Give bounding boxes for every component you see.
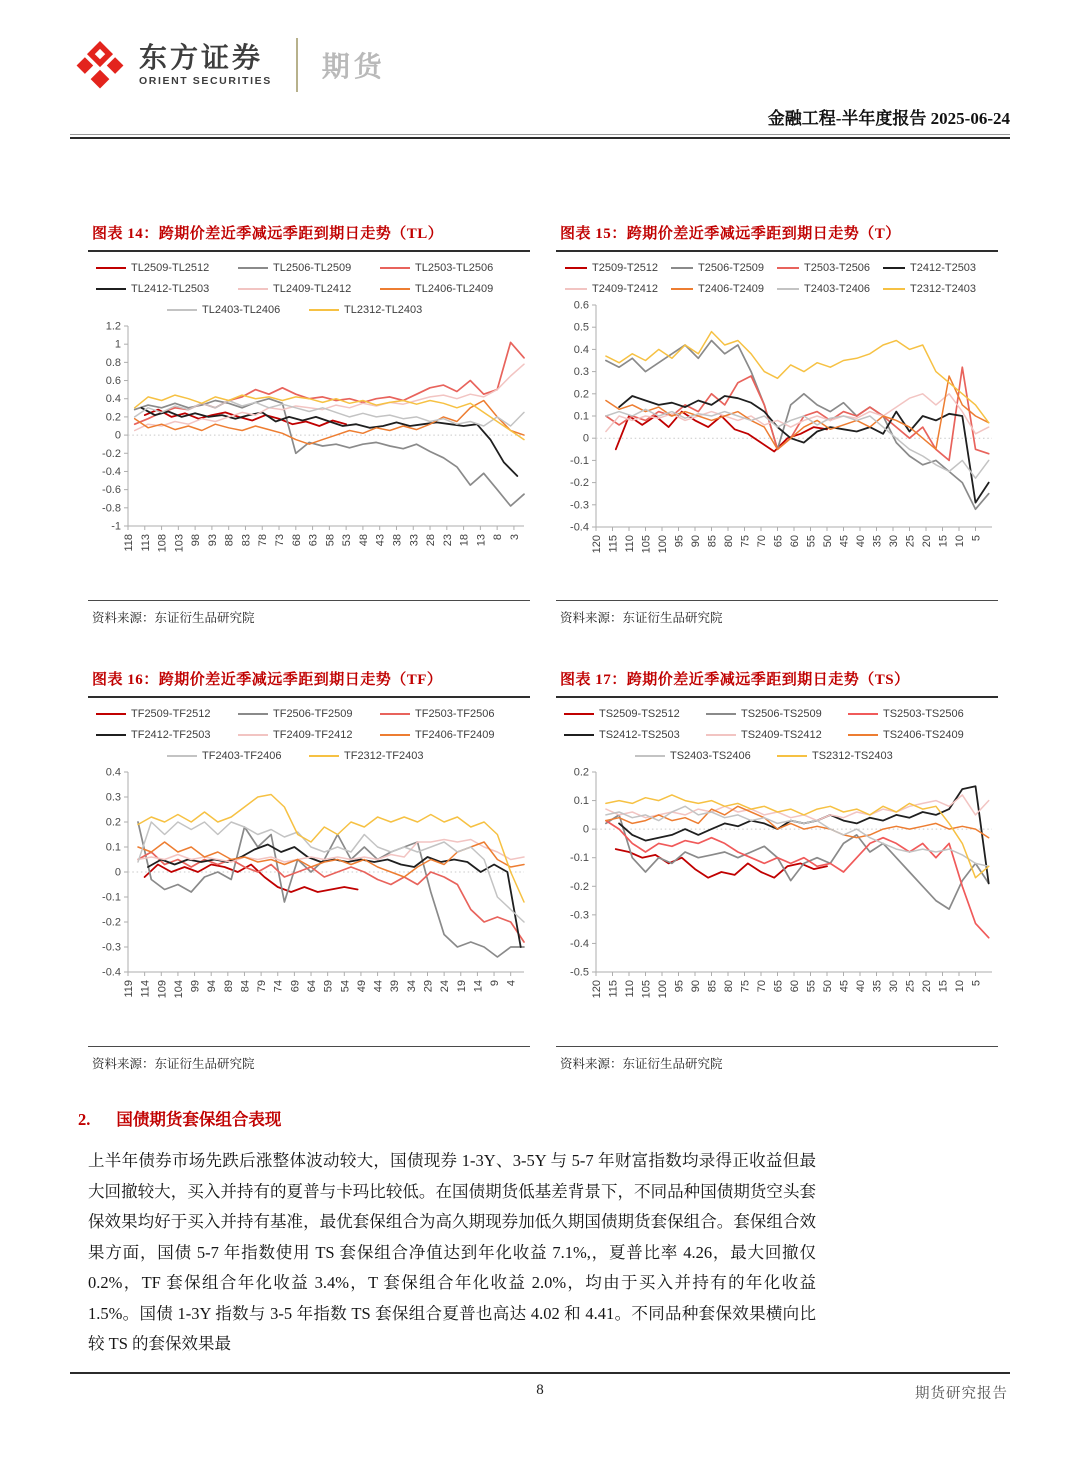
x-tick-label: 64: [306, 980, 319, 993]
legend-line-swatch: [96, 713, 126, 716]
report-title: 金融工程-半年度报告 2025-06-24: [767, 109, 1010, 128]
y-tick-label: 0.6: [105, 375, 121, 388]
y-tick-label: 0.4: [105, 766, 121, 779]
chart-canvas: [88, 318, 530, 586]
x-tick-label: 105: [640, 535, 653, 554]
x-tick-label: 45: [838, 980, 851, 993]
x-tick-label: 94: [206, 980, 219, 993]
y-tick-label: 0.1: [105, 841, 121, 854]
legend-item: [777, 283, 883, 295]
y-tick-label: -0.3: [102, 941, 121, 954]
x-tick-label: 85: [706, 535, 719, 548]
x-tick-label: 40: [855, 535, 867, 548]
y-tick-label: 0: [582, 432, 589, 445]
x-tick-label: 40: [855, 980, 867, 993]
legend-item: [380, 729, 522, 741]
legend-line-swatch: [848, 713, 878, 716]
legend-line-swatch: [565, 267, 587, 270]
x-tick-label: 100: [657, 980, 669, 999]
x-tick-label: 80: [723, 535, 735, 548]
chart-canvas: [556, 764, 998, 1032]
chart-title: 图表 14：跨期价差近季减远季距到期日走势（TL）: [88, 222, 530, 252]
figure-17: [556, 668, 998, 1072]
x-tick-label: 78: [257, 534, 270, 547]
legend-item: [238, 262, 380, 274]
x-tick-label: 108: [156, 534, 169, 553]
section-number: 2.: [78, 1110, 91, 1129]
page-number: 8: [536, 1382, 544, 1398]
x-tick-label: 63: [307, 534, 320, 547]
chart-canvas: [556, 297, 998, 587]
legend-label: TL2506-TL2509: [273, 262, 352, 274]
x-tick-label: 25: [904, 980, 917, 993]
legend-label: TL2509-TL2512: [131, 262, 210, 274]
x-tick-label: 120: [591, 980, 603, 999]
legend-label: TL2412-TL2503: [131, 283, 210, 295]
legend-line-swatch: [238, 288, 268, 291]
y-tick-label: -0.1: [570, 852, 589, 865]
legend-label: TL2312-TL2403: [344, 304, 423, 316]
legend-line-swatch: [848, 734, 878, 737]
x-tick-label: 30: [888, 980, 900, 993]
x-tick-label: 14: [472, 980, 485, 993]
brand-name-en: ORIENT SECURITIES: [139, 75, 272, 87]
series-line-T2312-T2403: [606, 332, 989, 423]
legend-item: [564, 729, 706, 741]
x-tick-label: 59: [322, 980, 335, 993]
legend-label: TF2409-TF2412: [273, 729, 353, 741]
chart-legend: [88, 262, 530, 316]
chart-title: 图表 15：跨期价差近季减远季距到期日走势（T）: [556, 222, 998, 252]
legend-line-swatch: [706, 713, 736, 716]
x-tick-label: 35: [871, 980, 884, 993]
legend-line-swatch: [706, 734, 736, 737]
y-tick-label: 0.6: [573, 299, 589, 312]
chart-source: 资料来源：东证衍生品研究院: [88, 1046, 530, 1072]
x-tick-label: 5: [970, 980, 983, 987]
y-tick-label: 0: [114, 429, 121, 442]
y-tick-label: 0.2: [105, 411, 121, 424]
y-tick-label: 0.3: [105, 791, 121, 804]
legend-line-swatch: [777, 288, 799, 291]
legend-line-swatch: [167, 309, 197, 312]
x-tick-label: 15: [937, 980, 950, 993]
x-tick-label: 109: [156, 980, 169, 999]
y-tick-label: -0.8: [102, 502, 121, 515]
legend-item: [238, 708, 380, 720]
x-tick-label: 20: [921, 535, 933, 548]
y-tick-label: 0.4: [573, 343, 589, 356]
x-tick-label: 50: [822, 535, 834, 548]
legend-line-swatch: [565, 288, 587, 291]
y-tick-label: 0.5: [573, 321, 589, 334]
brand-divider: [296, 38, 298, 92]
legend-label: T2503-T2506: [804, 262, 871, 274]
orient-securities-logo-icon: [75, 40, 125, 90]
legend-item: [564, 708, 706, 720]
y-tick-label: 0.4: [105, 393, 121, 406]
x-tick-label: 4: [505, 980, 518, 987]
legend-line-swatch: [635, 755, 665, 758]
y-tick-label: 0.8: [105, 356, 121, 369]
legend-line-swatch: [167, 755, 197, 758]
x-tick-label: 30: [888, 535, 900, 548]
x-tick-label: 83: [240, 534, 253, 547]
figure-14: [88, 222, 530, 626]
brand-block: [75, 38, 386, 92]
x-tick-label: 65: [772, 980, 785, 993]
figure-16: [88, 668, 530, 1072]
chart-title: 图表 17：跨期价差近季减远季距到期日走势（TS）: [556, 668, 998, 698]
legend-line-swatch: [96, 288, 126, 291]
x-tick-label: 53: [341, 534, 354, 547]
x-tick-label: 68: [290, 534, 303, 547]
x-tick-label: 28: [425, 534, 438, 547]
legend-line-swatch: [777, 755, 807, 758]
x-tick-label: 54: [339, 980, 352, 993]
legend-label: T2509-T2512: [592, 262, 659, 274]
legend-label: T2403-T2406: [804, 283, 871, 295]
x-tick-label: 115: [607, 980, 620, 998]
x-tick-label: 45: [838, 535, 851, 548]
chart-legend: [556, 708, 998, 762]
legend-label: TS2406-TS2409: [883, 729, 964, 741]
legend-item: [777, 750, 919, 762]
legend-label: TL2409-TL2412: [273, 283, 352, 295]
legend-line-swatch: [777, 267, 799, 270]
y-tick-label: 0: [114, 866, 121, 879]
legend-line-swatch: [564, 734, 594, 737]
x-tick-label: 73: [274, 534, 287, 547]
legend-label: T2409-T2412: [592, 283, 659, 295]
y-tick-label: 0.1: [573, 410, 589, 423]
x-tick-label: 15: [937, 535, 950, 548]
y-tick-label: -1: [111, 520, 121, 533]
y-tick-label: -0.1: [570, 454, 589, 467]
legend-label: T2506-T2509: [698, 262, 765, 274]
x-tick-label: 18: [458, 534, 471, 547]
legend-item: [238, 283, 380, 295]
x-tick-label: 69: [289, 980, 302, 993]
x-tick-label: 55: [805, 980, 818, 993]
legend-line-swatch: [380, 713, 410, 716]
y-tick-label: 1.2: [105, 320, 121, 333]
x-tick-label: 60: [789, 980, 801, 993]
x-tick-label: 58: [324, 534, 337, 547]
x-tick-label: 120: [591, 535, 603, 554]
figure-15: [556, 222, 998, 626]
legend-line-swatch: [309, 309, 339, 312]
legend-item: [96, 729, 238, 741]
x-tick-label: 43: [374, 534, 387, 547]
x-tick-label: 80: [723, 980, 735, 993]
y-tick-label: -0.2: [102, 447, 121, 460]
brand-tag: 期货: [321, 51, 386, 82]
x-tick-label: 90: [690, 980, 702, 993]
x-tick-label: 105: [640, 980, 653, 999]
x-tick-label: 75: [739, 980, 752, 993]
legend-item: [706, 729, 848, 741]
legend-line-swatch: [883, 288, 905, 291]
x-tick-label: 20: [921, 980, 933, 993]
section-heading: [78, 1106, 281, 1130]
legend-item: [565, 283, 671, 295]
chart-source: 资料来源：东证衍生品研究院: [88, 600, 530, 626]
x-tick-label: 34: [405, 980, 418, 993]
legend-label: T2412-T2503: [910, 262, 977, 274]
x-tick-label: 85: [706, 980, 719, 993]
legend-label: TS2509-TS2512: [599, 708, 680, 720]
header-rule: [70, 134, 1010, 139]
x-tick-label: 60: [789, 535, 801, 548]
legend-line-swatch: [380, 288, 410, 291]
x-tick-label: 110: [624, 535, 636, 553]
legend-label: TF2503-TF2506: [415, 708, 495, 720]
legend-line-swatch: [380, 734, 410, 737]
chart-source: 资料来源：东证衍生品研究院: [556, 600, 998, 626]
legend-item: [635, 750, 777, 762]
x-tick-label: 5: [970, 535, 983, 542]
legend-item: [565, 262, 671, 274]
section-title: 国债期货套保组合表现: [116, 1110, 282, 1129]
x-tick-label: 38: [391, 534, 404, 547]
y-tick-label: -0.4: [570, 521, 589, 534]
y-tick-label: -0.3: [570, 909, 589, 922]
x-tick-label: 55: [805, 535, 818, 548]
legend-line-swatch: [883, 267, 905, 270]
x-tick-label: 113: [139, 534, 152, 552]
legend-label: TF2506-TF2509: [273, 708, 353, 720]
legend-label: TL2406-TL2409: [415, 283, 494, 295]
y-tick-label: -0.1: [102, 891, 121, 904]
y-tick-label: 0.1: [573, 795, 589, 808]
series-line-T2506-T2509: [606, 341, 989, 510]
x-tick-label: 48: [357, 534, 370, 547]
x-tick-label: 100: [657, 535, 669, 554]
legend-label: TF2406-TF2409: [415, 729, 495, 741]
x-tick-label: 35: [871, 535, 884, 548]
legend-item: [671, 262, 777, 274]
y-tick-label: -0.5: [570, 966, 589, 979]
x-tick-label: 110: [624, 980, 636, 998]
x-tick-label: 13: [475, 534, 488, 547]
legend-item: [309, 304, 451, 316]
legend-line-swatch: [238, 267, 268, 270]
legend-label: TS2412-TS2503: [599, 729, 680, 741]
y-tick-label: -0.6: [102, 484, 121, 497]
x-tick-label: 25: [904, 535, 917, 548]
x-tick-label: 74: [272, 980, 285, 993]
body-paragraph: 上半年债券市场先跌后涨整体波动较大，国债现券 1-3Y、3-5Y 与 5-7 年财富指数均录得正收益但最大回撤较大，买入并持有的夏普与卡玛比较低。在国债期货低基差背景下，不同品种国债期货空头套保效果均好于买入并持有基准，最优套保组合为高久期现券加低久期国债期货套保组合。套保组合效果方面，国债 5-7 年指数使用 TS 套保组合净值达到年化收益 7.1%,，夏普比率 4.26，最大回撤仅 0.2%，TF 套保组合年化收益 3.4%，T 套保组合年化收益 2.0%，均由于买入并持有的年化收益 1.5%。国债 1-3Y 指数与 3-5 年指数 TS 套保组合夏普也高达 4.02 和 4.41。不同品种套保效果横向比较 TS 的套保效果最: [88, 1151, 816, 1353]
chart-canvas: [88, 764, 530, 1032]
x-tick-label: 70: [756, 980, 768, 993]
y-tick-label: -0.2: [570, 880, 589, 893]
legend-label: TF2509-TF2512: [131, 708, 211, 720]
x-tick-label: 95: [673, 535, 686, 548]
y-tick-label: 0: [582, 823, 589, 836]
legend-item: [380, 708, 522, 720]
x-tick-label: 23: [441, 534, 454, 547]
legend-item: [309, 750, 451, 762]
y-tick-label: 0.3: [573, 366, 589, 379]
x-tick-label: 88: [223, 534, 236, 547]
x-tick-label: 119: [123, 980, 135, 998]
legend-item: [671, 283, 777, 295]
legend-label: T2312-T2403: [910, 283, 977, 295]
x-tick-label: 3: [508, 534, 521, 541]
series-line-TF2503-TF2506: [138, 852, 524, 942]
x-tick-label: 19: [455, 980, 468, 993]
x-tick-label: 95: [673, 980, 686, 993]
x-tick-label: 93: [206, 534, 219, 547]
x-tick-label: 44: [372, 980, 385, 993]
y-tick-label: -0.2: [570, 477, 589, 490]
footer-rule: [70, 1372, 1010, 1374]
legend-item: [238, 729, 380, 741]
legend-label: TF2403-TF2406: [202, 750, 282, 762]
legend-line-swatch: [238, 713, 268, 716]
legend-item: [706, 708, 848, 720]
x-tick-label: 10: [954, 980, 966, 993]
x-tick-label: 49: [355, 980, 368, 993]
x-tick-label: 115: [607, 535, 620, 553]
chart-source: 资料来源：东证衍生品研究院: [556, 1046, 998, 1072]
legend-line-swatch: [238, 734, 268, 737]
series-line-T2412-T2503: [619, 396, 989, 503]
x-tick-label: 89: [222, 980, 235, 993]
legend-item: [167, 750, 309, 762]
x-tick-label: 29: [422, 980, 435, 993]
brand-text: [139, 43, 272, 87]
legend-item: [96, 262, 238, 274]
y-tick-label: -0.4: [102, 966, 121, 979]
y-tick-label: 1: [114, 338, 121, 351]
y-tick-label: -0.2: [102, 916, 121, 929]
chart-legend: [556, 262, 998, 295]
legend-item: [167, 304, 309, 316]
y-tick-label: -0.4: [570, 937, 589, 950]
legend-line-swatch: [96, 267, 126, 270]
x-tick-label: 104: [172, 980, 185, 999]
x-tick-label: 75: [739, 535, 752, 548]
series-line-TS2503-TS2506: [606, 821, 989, 938]
brand-name-cn: 东方证券: [139, 42, 264, 73]
legend-item: [848, 708, 990, 720]
x-tick-label: 99: [189, 980, 202, 993]
x-tick-label: 50: [822, 980, 834, 993]
legend-label: TS2409-TS2412: [741, 729, 822, 741]
x-tick-label: 24: [439, 980, 452, 993]
legend-line-swatch: [671, 267, 693, 270]
legend-label: TL2503-TL2506: [415, 262, 494, 274]
legend-line-swatch: [96, 734, 126, 737]
x-tick-label: 33: [408, 534, 421, 547]
legend-item: [777, 262, 883, 274]
legend-line-swatch: [671, 288, 693, 291]
x-tick-label: 103: [173, 534, 186, 553]
x-tick-label: 114: [139, 980, 152, 998]
series-line-TL2506-TL2509: [135, 399, 524, 506]
legend-line-swatch: [380, 267, 410, 270]
x-tick-label: 98: [190, 534, 203, 547]
legend-label: TL2403-TL2406: [202, 304, 281, 316]
x-tick-label: 65: [772, 535, 785, 548]
legend-label: T2406-T2409: [698, 283, 765, 295]
x-tick-label: 39: [389, 980, 402, 993]
legend-label: TS2503-TS2506: [883, 708, 964, 720]
x-tick-label: 90: [690, 535, 702, 548]
legend-label: TF2412-TF2503: [131, 729, 211, 741]
x-tick-label: 84: [239, 980, 252, 993]
y-tick-label: 0.2: [105, 816, 121, 829]
chart-title: 图表 16：跨期价差近季减远季距到期日走势（TF）: [88, 668, 530, 698]
legend-item: [380, 262, 522, 274]
y-tick-label: 0.2: [573, 766, 589, 779]
legend-label: TS2312-TS2403: [812, 750, 893, 762]
legend-label: TS2403-TS2406: [670, 750, 751, 762]
y-tick-label: -0.4: [102, 465, 121, 478]
legend-item: [883, 283, 989, 295]
legend-label: TS2506-TS2509: [741, 708, 822, 720]
legend-line-swatch: [564, 713, 594, 716]
x-tick-label: 118: [123, 534, 135, 552]
legend-item: [848, 729, 990, 741]
x-tick-label: 79: [256, 980, 269, 993]
x-tick-label: 10: [954, 535, 966, 548]
y-tick-label: 0.2: [573, 388, 589, 401]
legend-item: [380, 283, 522, 295]
x-tick-label: 70: [756, 535, 768, 548]
series-line-TS2506-TS2509: [606, 815, 989, 909]
x-tick-label: 9: [489, 980, 502, 987]
legend-line-swatch: [309, 755, 339, 758]
legend-label: TF2312-TF2403: [344, 750, 424, 762]
x-tick-label: 8: [492, 534, 505, 541]
y-tick-label: -0.3: [570, 499, 589, 512]
legend-item: [883, 262, 989, 274]
legend-item: [96, 283, 238, 295]
chart-legend: [88, 708, 530, 762]
footer-label: 期货研究报告: [915, 1386, 1008, 1402]
legend-item: [96, 708, 238, 720]
